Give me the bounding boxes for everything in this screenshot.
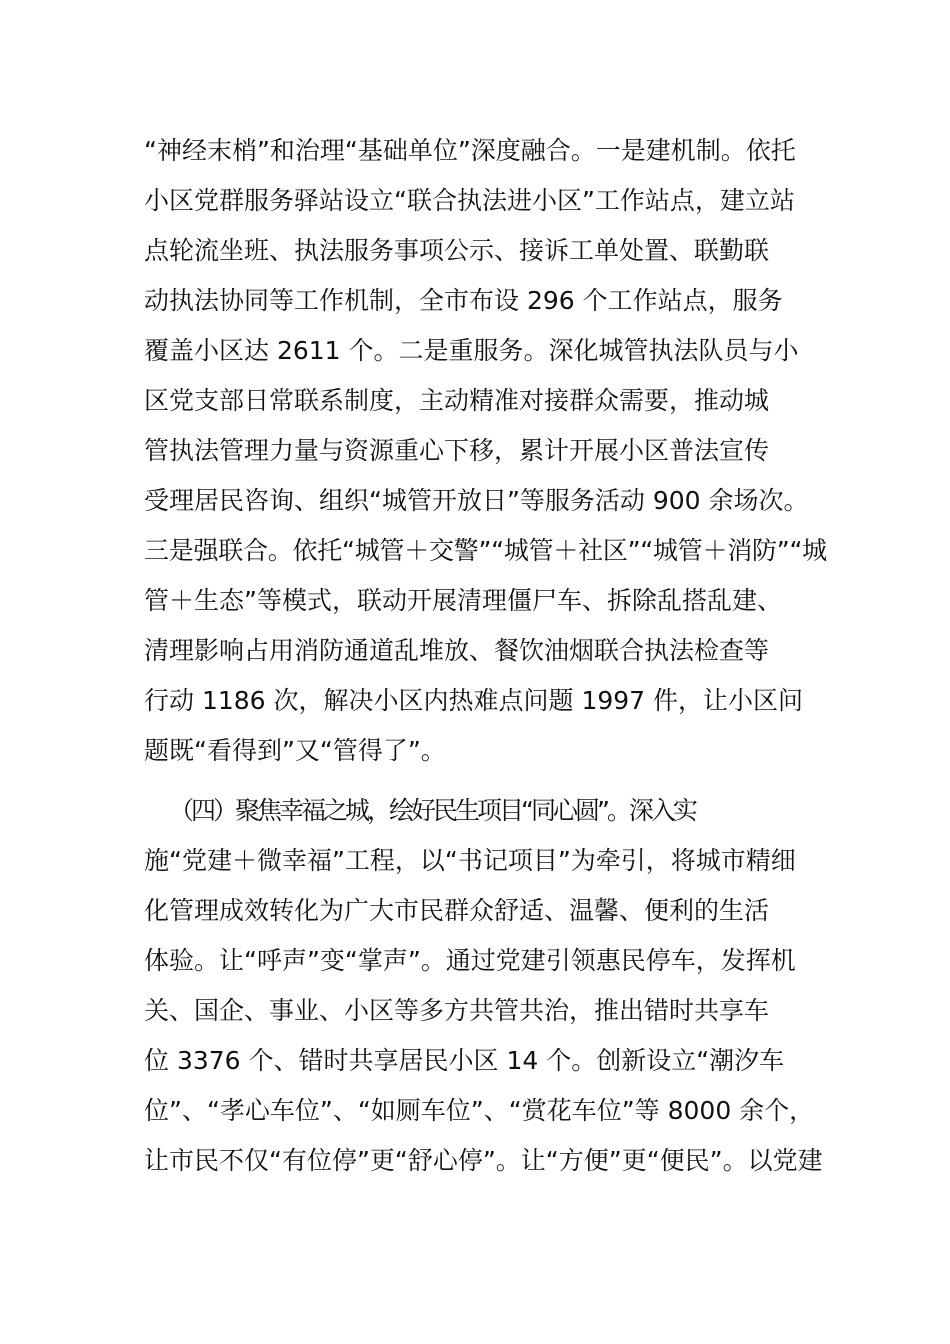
paragraph-happiness-city <box>144 786 834 1186</box>
text-line: 行动 1186 次，解决小区内热难点问题 1997 件，让小区问 <box>144 686 804 715</box>
text-line: 关、国企、事业、小区等多方共管共治，推出错时共享车 <box>144 996 770 1025</box>
text-line: 让市民不仅“有位停”更“舒心停”。让“方便”更“便民”。以党建 <box>144 1146 823 1175</box>
text-line: 受理居民咨询、组织“城管开放日”等服务活动 900 余场次。 <box>144 486 809 515</box>
section-heading-line: （四）聚焦幸福之城，绘好民生项目“同心圆”。深入实 <box>169 796 695 825</box>
text-line: 点轮流坐班、执法服务事项公示、接诉工单处置、联勤联 <box>144 236 770 265</box>
text-line: 体验。让“呼声”变“掌声”。通过党建引领惠民停车，发挥机 <box>144 946 796 975</box>
text-line: 清理影响占用消防通道乱堆放、餐饮油烟联合执法检查等 <box>144 636 770 665</box>
text-line: 动执法协同等工作机制，全市布设 296 个工作站点，服务 <box>144 286 783 315</box>
paragraph-community-enforcement <box>144 126 834 776</box>
text-line: 管执法管理力量与资源重心下移，累计开展小区普法宣传 <box>144 436 770 465</box>
text-line: 施“党建＋微幸福”工程，以“书记项目”为牵引，将城市精细 <box>144 846 796 875</box>
text-line: 三是强联合。依托“城管＋交警”“城管＋社区”“城管＋消防”“城 <box>144 536 827 565</box>
text-line: 小区党群服务驿站设立“联合执法进小区”工作站点，建立站 <box>144 186 795 215</box>
text-line: 位 3376 个、错时共享居民小区 14 个。创新设立“潮汐车 <box>144 1046 785 1075</box>
text-line: 覆盖小区达 2611 个。二是重服务。深化城管执法队员与小 <box>144 336 799 365</box>
text-line: 化管理成效转化为广大市民群众舒适、温馨、便利的生活 <box>144 896 770 925</box>
text-line: 位”、“孝心车位”、“如厕车位”、“赏花车位”等 8000 余个， <box>144 1096 815 1125</box>
text-line: “神经末梢”和治理“基础单位”深度融合。一是建机制。依托 <box>144 136 796 165</box>
text-line: 管＋生态”等模式，联动开展清理僵尸车、拆除乱搭乱建、 <box>144 586 782 615</box>
text-line: 题既“看得到”又“管得了”。 <box>144 736 446 765</box>
text-line: 区党支部日常联系制度，主动精准对接群众需要，推动城 <box>144 386 770 415</box>
